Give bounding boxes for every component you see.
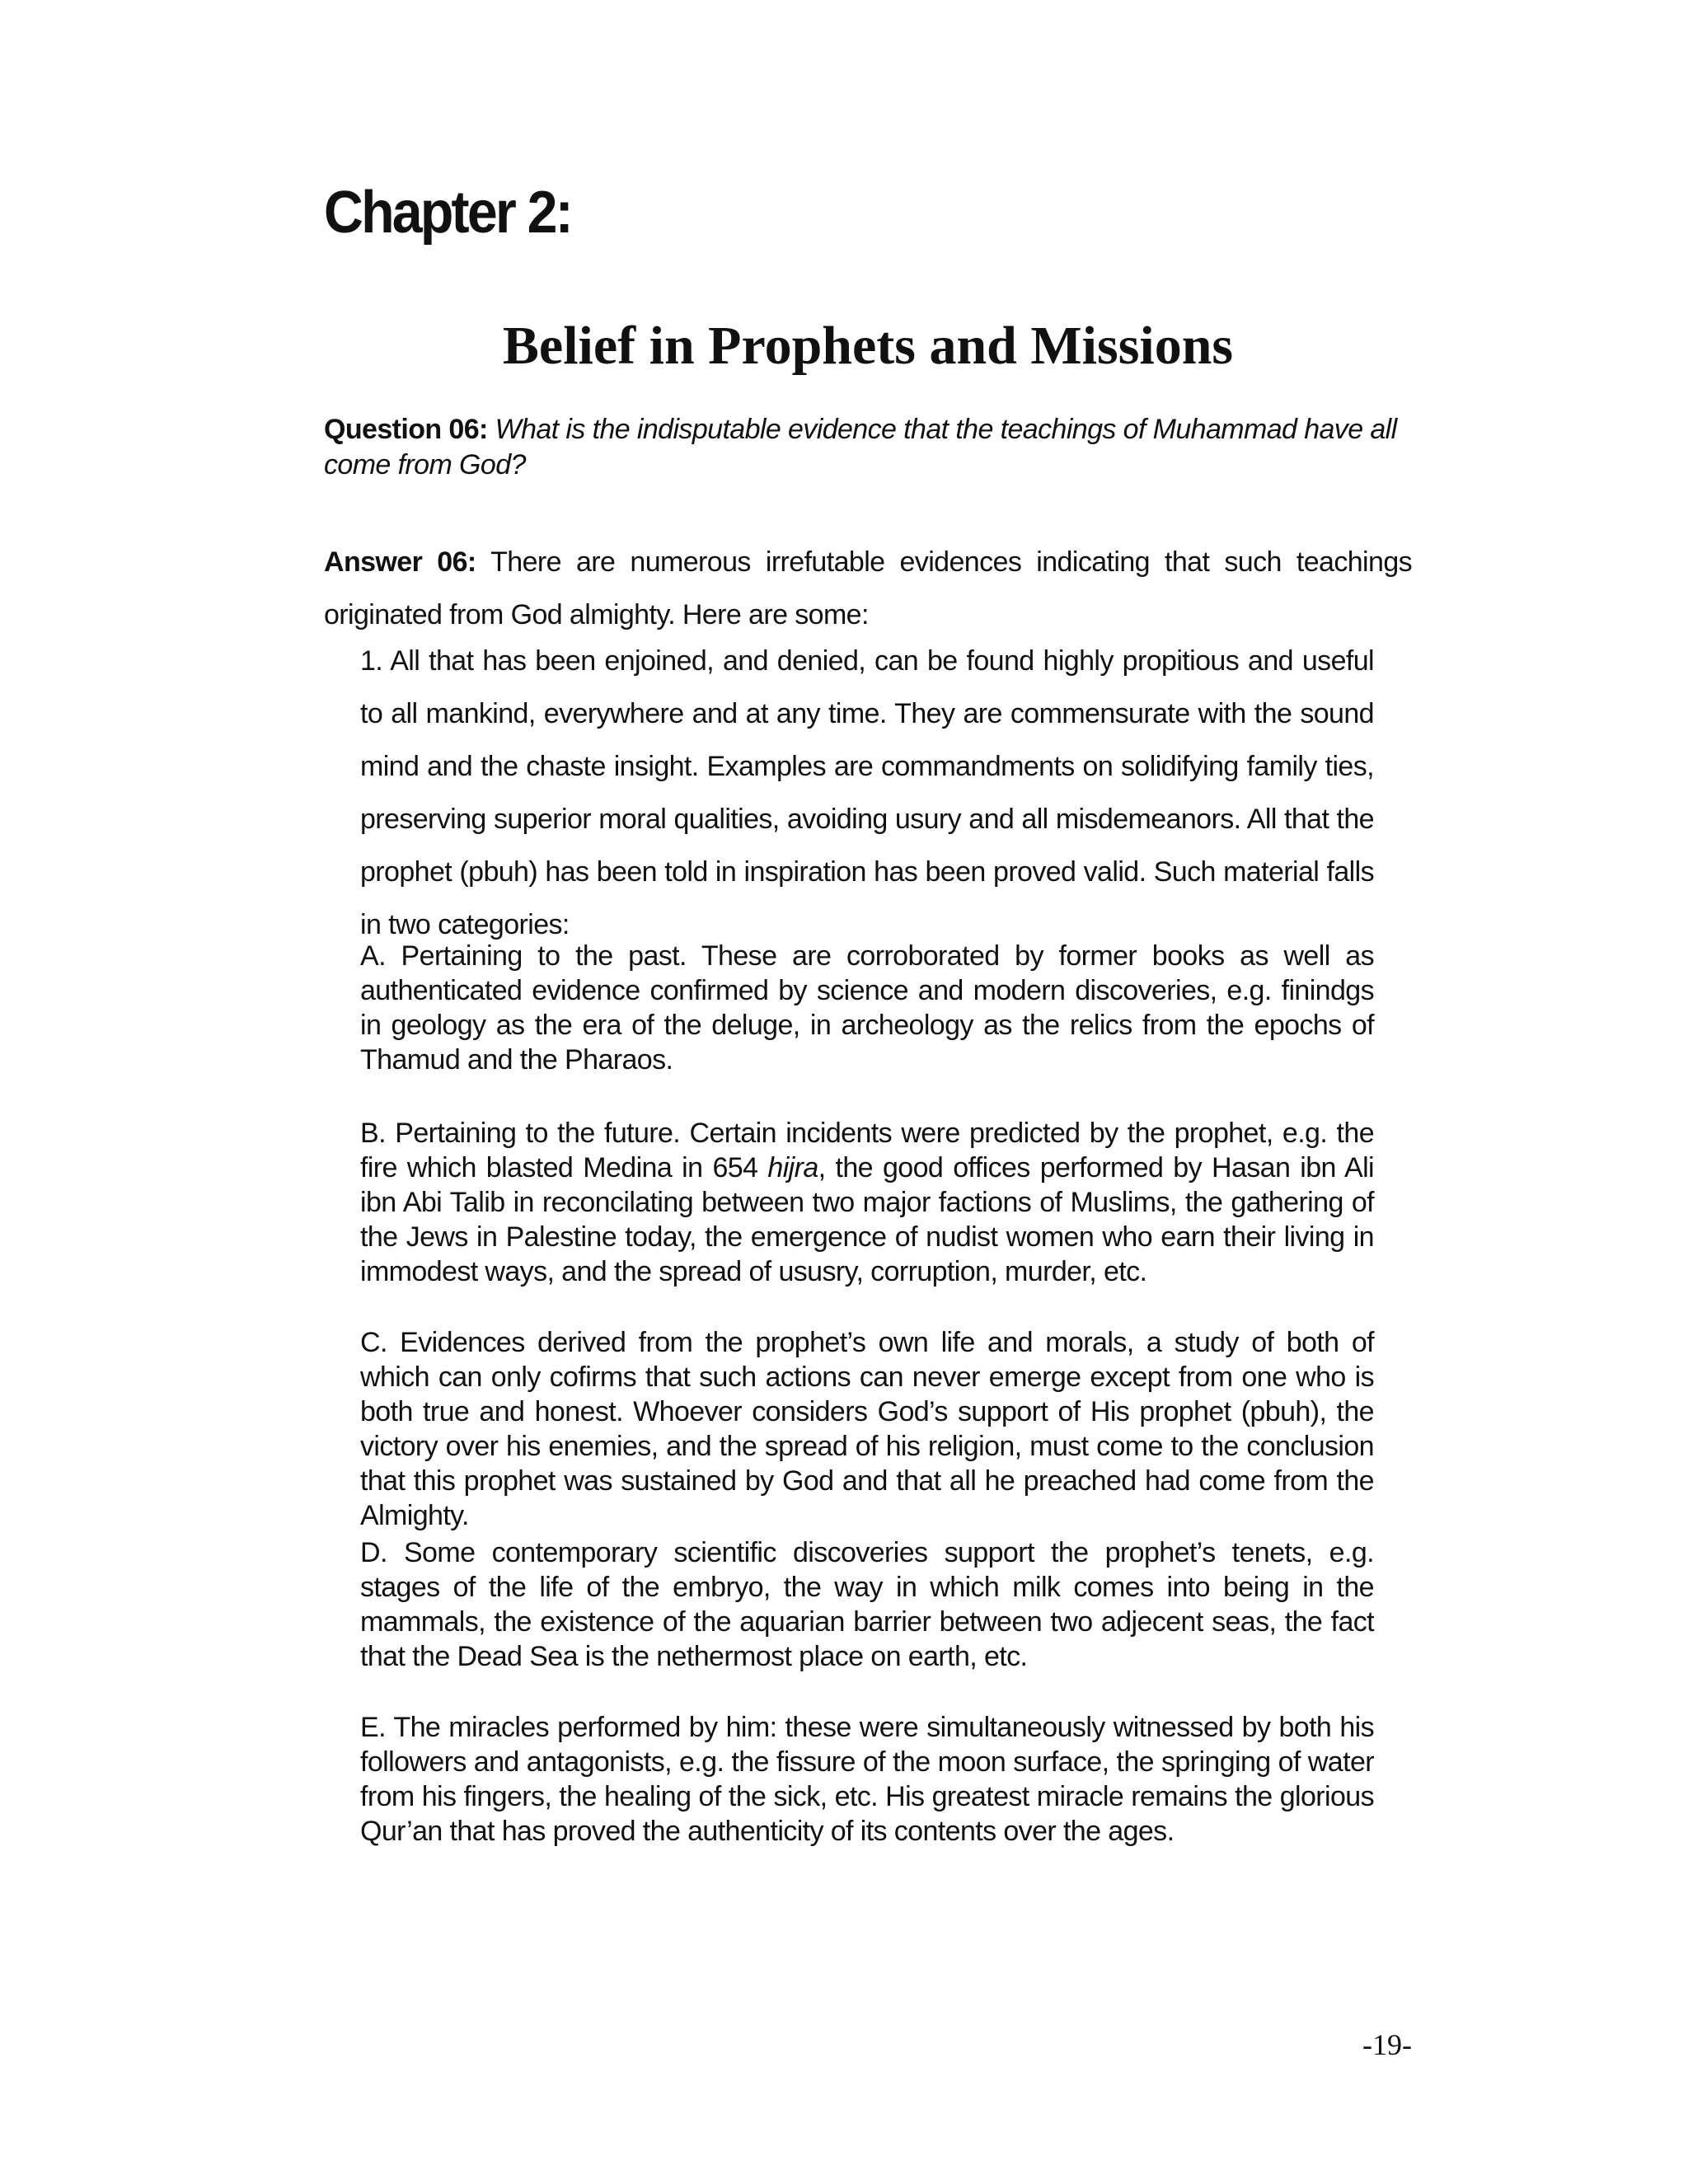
list-item-1: 1. All that has been enjoined, and denied, can be found highly propitious and useful to all mankind, everywhere and at any time. They are commensurate with the sound mind and the chaste insight. Examples are commandments on solidifying family ties, preserving superior moral qualities, avoiding usury and all misdemeanors. All that the prophet (pbuh) has been told in inspiration has been proved valid. Such material falls in two categories:	[360, 645, 1374, 940]
question-label: Question 06:	[324, 414, 488, 445]
question-text: What is the indisputable evidence that the teachings of Muhammad have all come from God?	[324, 414, 1397, 480]
page-number: -19-	[1362, 2028, 1412, 2061]
item-b-italic-term: hijra	[767, 1152, 818, 1183]
list-item-a: A. Pertaining to the past. These are corroborated by former books as well as authenticated evidence confirmed by science and modern discoveries, e.g. finindgs in geology as the era of the deluge, in archeology as the relics from the epochs of Thamud and the Pharaos.	[360, 940, 1374, 1076]
list-item-b	[360, 1116, 1374, 1289]
answer-label: Answer 06:	[324, 546, 476, 578]
list-item-c: C. Evidences derived from the prophet’s own life and morals, a study of both of which can only cofirms that such actions can never emerge except from one who is both true and honest. Whoever considers God’s support of His prophet (pbuh), the victory over his enemies, and the spread of his religion, must come to the conclusion that this prophet was sustained by God and that all he preached had come from the Almighty.	[360, 1327, 1374, 1531]
item-b-text-end: , the good offices performed by Hasan ibn Ali ibn Abi Talib in reconcilating between two major factions of Muslims, the gathering of the Jews in Palestine today, the emergence of nudist women who earn their living in immodest ways, and the spread of ususry, corruption, murder, etc.	[360, 1152, 1374, 1287]
answer-text: There are numerous irrefutable evidences indicating that such teachings originated from God almighty. Here are some:	[324, 546, 1413, 630]
list-item-d: D. Some contemporary scientific discoveries support the prophet’s tenets, e.g. stages of the life of the embryo, the way in which milk comes into being in the mammals, the existence of the aquarian barrier between two adjecent seas, the fact that the Dead Sea is the nethermost place on earth, etc.	[360, 1537, 1374, 1672]
chapter-title: Belief in Prophets and Missions	[502, 316, 1234, 376]
item-b-text-start: B. Pertaining to the future. Certain incidents were predicted by the prophet, e.g. the fire which blasted Medina in 654	[360, 1118, 1374, 1183]
answer-paragraph	[324, 536, 1412, 641]
chapter-label: Chapter 2:	[324, 180, 571, 246]
list-item-e: E. The miracles performed by him: these were simultaneously witnessed by both his followers and antagonists, e.g. the fissure of the moon surface, the springing of water from his fingers, the healing of the sick, etc. His greatest miracle remains the glorious Qur’an that has proved the authenticity of its contents over the ages.	[360, 1712, 1374, 1847]
question-paragraph	[324, 412, 1420, 483]
